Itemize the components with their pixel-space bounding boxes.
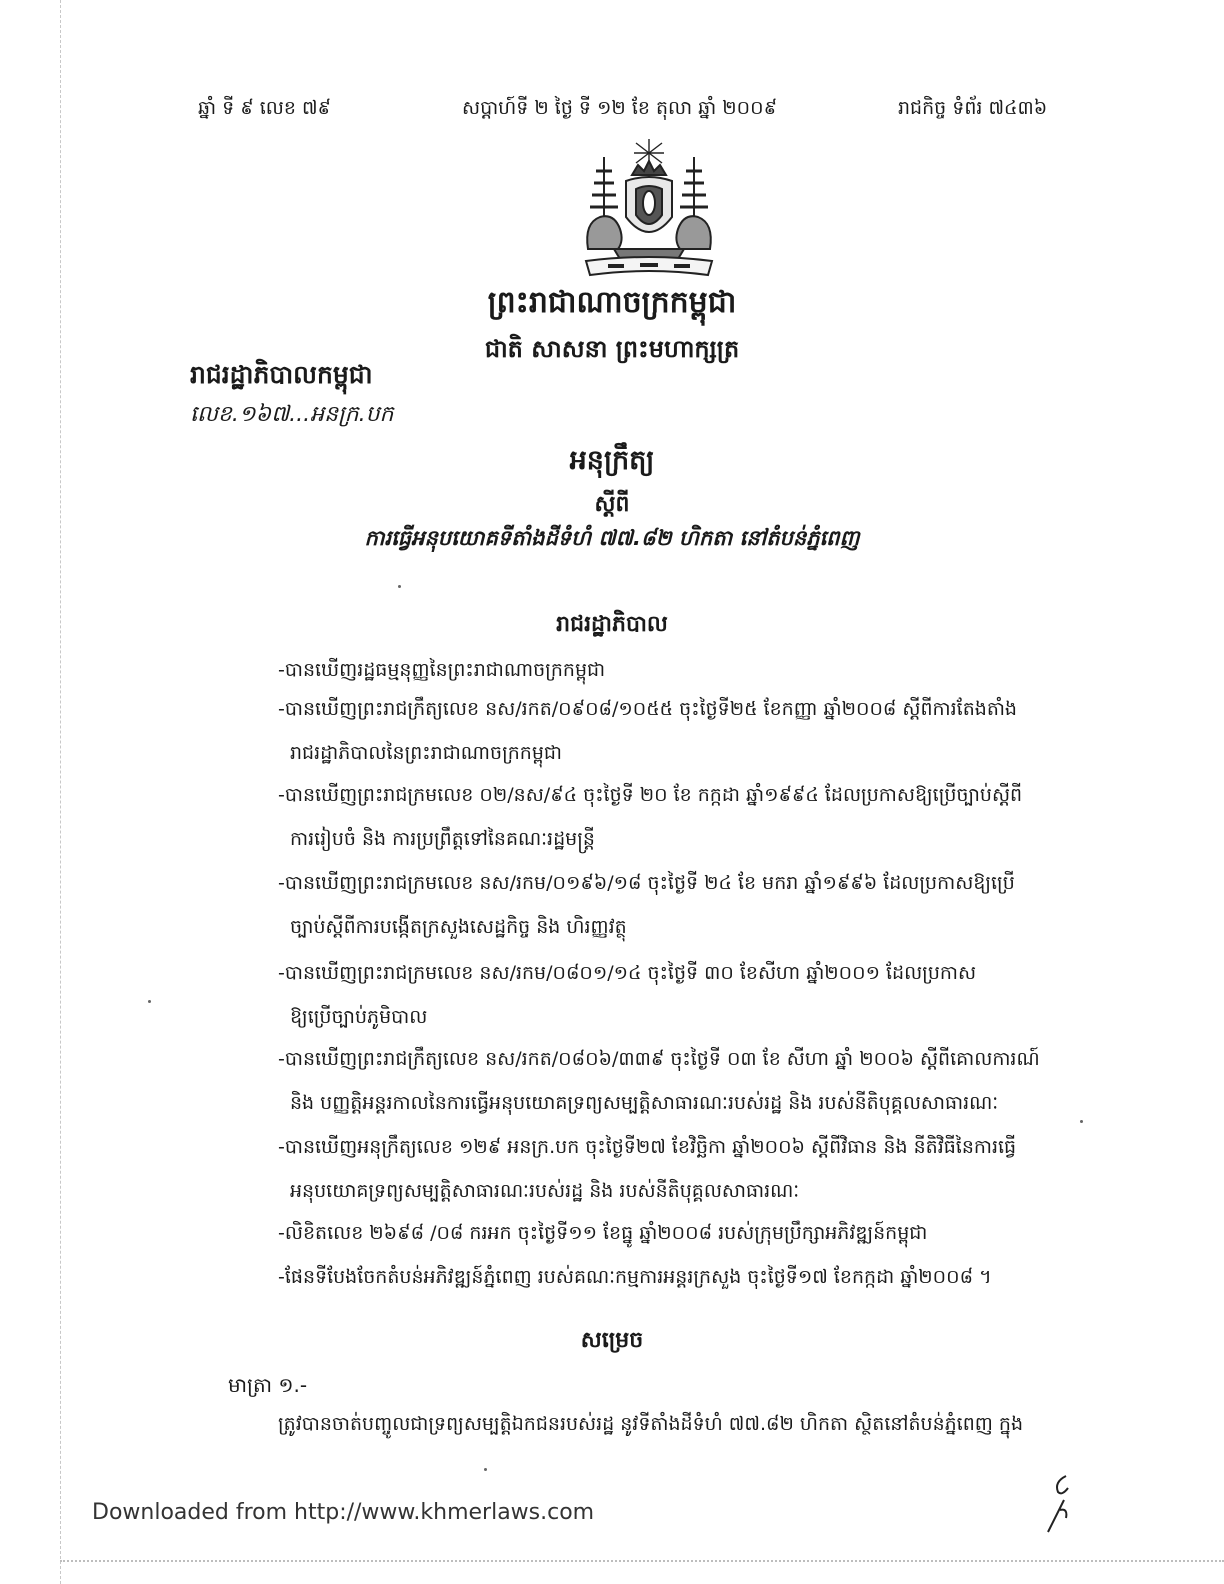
decision-heading: សម្រេច <box>580 1328 644 1353</box>
royal-coat-of-arms-icon <box>574 137 724 280</box>
document-subject: ការធ្វើអនុបយោគទីតាំងដីទំហំ ៧៧.៨២ ហិកតា នៅតំបន់ភ្នំពេញ <box>364 526 860 550</box>
article-label: មាត្រា ១.- <box>228 1373 308 1397</box>
preamble-item-continued: អនុបយោគទ្រព្យសម្បត្តិសាធារណៈរបស់រដ្ឋ និង របស់នីតិបុគ្គលសាធារណៈ <box>290 1180 800 1202</box>
document-type: អនុក្រឹត្យ <box>569 445 655 476</box>
preamble-item-continued: និង បញ្ញត្តិអន្តរកាលនៃការធ្វើអនុបយោគទ្រព្យសម្បត្តិសាធារណៈរបស់រដ្ឋ និង របស់នីតិបុគ្គលសាធារណៈ <box>290 1092 999 1114</box>
preamble-item: -លិខិតលេខ ២៦៩៨ /០៨ ករអក ចុះថ្ងៃទី១១ ខែធ្នូ ឆ្នាំ២០០៨ របស់ក្រុមប្រឹក្សាអភិវឌ្ឍន៍កម្ពុជា <box>278 1222 928 1244</box>
preamble-item-continued: ការរៀបចំ និង ការប្រព្រឹត្តទៅនៃគណៈរដ្ឋមន្ត្រី <box>290 828 595 850</box>
handwritten-initials-icon <box>1040 1470 1080 1540</box>
preamble-item-continued: ច្បាប់ស្តីពីការបង្កើតក្រសួងសេដ្ឋកិច្ច និង ហិរញ្ញវត្ថុ <box>290 916 627 938</box>
scan-speck <box>1080 1120 1083 1123</box>
preamble-item: -ផែនទីបែងចែកតំបន់អភិវឌ្ឍន៍ភ្នំពេញ របស់គណៈកម្មការអន្តរក្រសួង ចុះថ្ងៃទី១៧ ខែកក្កដា ឆ្នាំ២០០៨ ។ <box>278 1266 992 1288</box>
preamble-item: -បានឃើញព្រះរាជក្រឹត្យលេខ នស/រកត/០៩០៨/១០៥៥ ចុះថ្ងៃទី២៥ ខែកញ្ញា ឆ្នាំ២០០៨ ស្តីពីការតែងតាំង <box>278 698 1017 720</box>
gazette-page-ref: រាជកិច្ច ទំព័រ ៧៤៣៦ <box>898 97 1048 119</box>
preamble-item: -បានឃើញព្រះរាជក្រមលេខ នស/រកម/០១៩៦/១៨ ចុះថ្ងៃទី ២៤ ខែ មករា ឆ្នាំ១៩៩៦ ដែលប្រកាសឱ្យប្រើ <box>278 872 1015 894</box>
issuer-document-number: លេខ.១៦៧...អនក្រ.បក <box>190 402 394 427</box>
preamble-item-continued: ឱ្យប្រើច្បាប់ភូមិបាល <box>290 1006 428 1028</box>
scan-speck <box>484 1468 487 1471</box>
preamble-item: -បានឃើញព្រះរាជក្រមលេខ នស/រកម/០៨០១/១៤ ចុះថ្ងៃទី ៣០ ខែសីហា ឆ្នាំ២០០១ ដែលប្រកាស <box>278 962 977 984</box>
scan-speck <box>148 1000 151 1003</box>
preamble-heading: រាជរដ្ឋាភិបាល <box>556 612 668 637</box>
kingdom-title: ព្រះរាជាណាចក្រកម្ពុជា <box>487 285 737 320</box>
preamble-item: -បានឃើញអនុក្រឹត្យលេខ ១២៩ អនក្រ.បក ចុះថ្ងៃទី២៧ ខែវិច្ឆិកា ឆ្នាំ២០០៦ ស្តីពីវិធាន និង នីតិវិធីនៃការធ្វើ <box>278 1136 1017 1158</box>
download-source-footer: Downloaded from http://www.khmerlaws.com <box>92 1500 595 1525</box>
gazette-year-issue: ឆ្នាំ ទី ៩ លេខ ៧៩ <box>198 97 331 119</box>
national-motto: ជាតិ សាសនា ព្រះមហាក្សត្រ <box>484 335 740 363</box>
issuer-name: រាជរដ្ឋាភិបាលកម្ពុជា <box>190 360 373 389</box>
preamble-item: -បានឃើញព្រះរាជក្រឹត្យលេខ នស/រកត/០៨០៦/៣៣៩ ចុះថ្ងៃទី ០៣ ខែ សីហា ឆ្នាំ ២០០៦ ស្តីពីគោលការណ៍ <box>278 1048 1040 1070</box>
scan-speck <box>398 585 401 588</box>
document-about: ស្តីពី <box>594 492 630 517</box>
preamble-item: -បានឃើញរដ្ឋធម្មនុញ្ញនៃព្រះរាជាណាចក្រកម្ពុជា <box>278 659 606 681</box>
preamble-item-continued: រាជរដ្ឋាភិបាលនៃព្រះរាជាណាចក្រកម្ពុជា <box>290 742 563 764</box>
article-text: ត្រូវបានចាត់បញ្ចូលជាទ្រព្យសម្បត្តិឯកជនរបស់រដ្ឋ នូវទីតាំងដីទំហំ ៧៧.៨២ ហិកតា ស្ថិតនៅតំបន់ភ្នំពេញ ក្នុង <box>278 1413 1024 1435</box>
preamble-item: -បានឃើញព្រះរាជក្រមលេខ ០២/នស/៩៤ ចុះថ្ងៃទី ២០ ខែ កក្កដា ឆ្នាំ១៩៩៤ ដែលប្រកាសឱ្យប្រើច្បាប់ស្តីពី <box>278 784 1023 806</box>
gazette-date: សប្តាហ៍ទី ២ ថ្ងៃ ទី ១២ ខែ តុលា ឆ្នាំ ២០០៩ <box>462 97 778 119</box>
scan-edge-bottom <box>60 1560 1224 1562</box>
